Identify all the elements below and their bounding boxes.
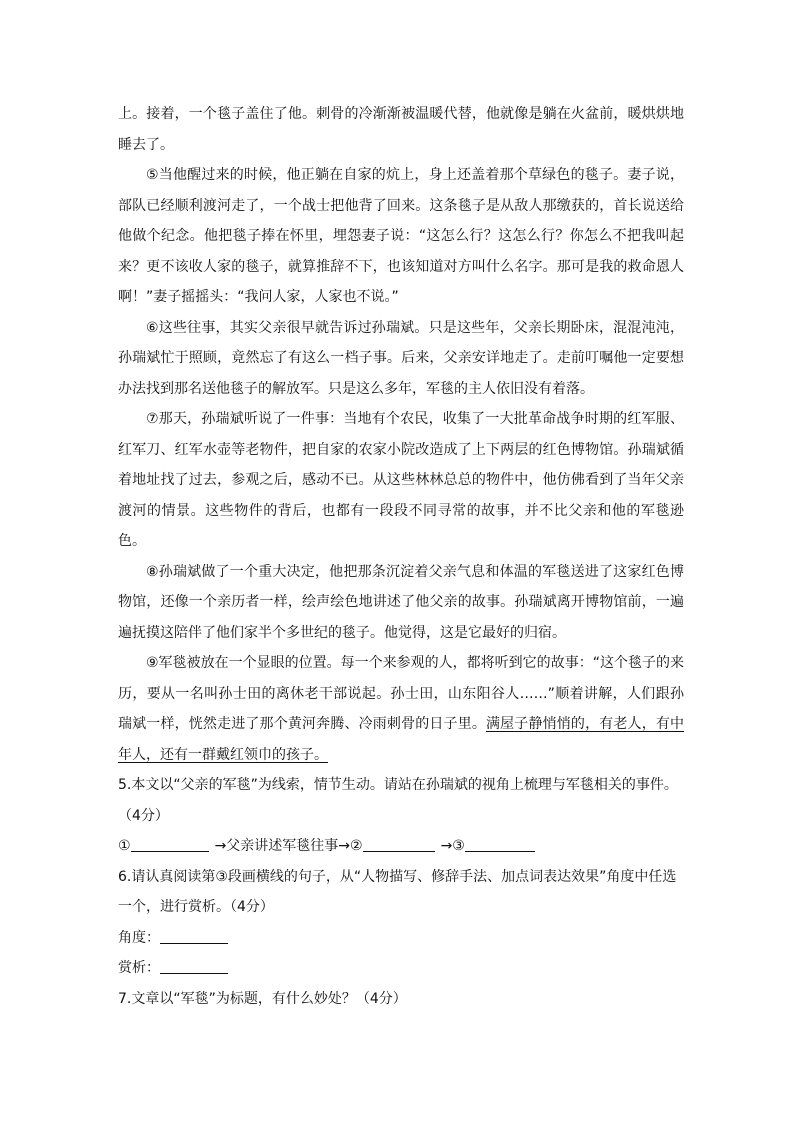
analysis-answer-line [118,953,684,984]
paragraph-7: ⑦那天，孙瑞斌听说了一件事：当地有个农民，收集了一大批革命战争时期的红军服、红军刀、红军水壶等老物件，把自家的农家小院改造成了上下两层的红色博物馆。孙瑞斌循着地址找了过去，参观之后，感动不已。从这些林林总总的物件中，他仿佛看到了当年父亲渡河的情景。这些物件的背后，也都有一段段不同寻常的故事，并不比父亲和他的军毯逊色。 [118,411,684,549]
paragraph-6: ⑥这些往事，其实父亲很早就告诉过孙瑞斌。只是这些年，父亲长期卧床，混混沌沌，孙瑞斌忙于照顾，竟然忘了有这么一档子事。后来，父亲安详地走了。走前叮嘱他一定要想办法找到那名送他毯子的解放军。只是这么多年，军毯的主人依旧没有着落。 [118,319,684,397]
question-5-fill-line [118,831,684,862]
document-page [118,99,684,1014]
question-6-line-1: 6.请认真阅读第③段画横线的句子，从“人物描写、修辞手法、加点词表达效果”角度中任选 [118,868,677,885]
event-chain-text: →父亲讲述军毯往事→② [214,838,363,854]
question-5-line-1: 5.本文以“父亲的军毯”为线索，情节生动。请站在孙瑞斌的视角上梳理与军毯相关的事件。 [118,777,678,793]
angle-answer-line [118,923,684,954]
paragraph-4-end: 上。接着，一个毯子盖住了他。刺骨的冷渐渐被温暖代替，他就像是躺在火盆前，暖烘烘地睡去了。 [118,106,684,153]
underlined-sentence: 满屋子静悄悄的，有老人，有中年人，还有一群戴红领巾的孩子。 [118,716,684,763]
paragraph-5: ⑤当他醒过来的时候，他正躺在自家的炕上，身上还盖着那个草绿色的毯子。妻子说，部队已经顺利渡河走了，一个战士把他背了回来。这条毯子是从敌人那缴获的，首长说送给他做个纪念。他把毯子捧在怀里，埋怨妻子说：“这怎么行？这怎么行？你怎么不把我叫起来？更不该收人家的毯子，就算推辞不下，也该知道对方叫什么名字。那可是我的救命恩人啊！”妻子摇摇头：“我问人家，人家也不说。” [118,167,684,305]
angle-label: 角度： [118,929,160,946]
analysis-label: 赏析： [118,960,160,976]
paragraph-9-text: ⑨军毯被放在一个显眼的位置。每一个来参观的人，都将听到它的故事：“这个毯子的来历，要从一名叫孙士田的离休老干部说起。孙士田，山东阳谷人……”顺着讲解，人们跟孙瑞斌一样，恍然走进了那个黄河奔腾、冷雨刺骨的日子里。 [118,655,684,732]
answer-blank-2[interactable] [363,835,435,852]
paragraph-8: ⑧孙瑞斌做了一个重大决定，他把那条沉淀着父亲气息和体温的军毯送进了这家红色博物馆，还像一个亲历者一样，绘声绘色地讲述了他父亲的故事。孙瑞斌离开博物馆前，一遍遍抚摸这陪伴了他们家半个多世纪的毯子。他觉得，这是它最好的归宿。 [118,563,684,641]
analysis-answer-blank[interactable] [160,957,228,974]
event-chain-arrow: →③ [440,838,465,854]
answer-blank-3[interactable] [465,835,535,852]
circled-1-label: ① [118,838,131,854]
paragraph-9 [118,648,684,770]
question-5-line-2: （4分） [118,807,169,824]
question-6-line-2: 一个，进行赏析。（4分） [118,899,274,915]
angle-answer-blank[interactable] [160,927,228,944]
answer-blank-1[interactable] [131,835,209,852]
question-7: 7.文章以“军毯”为标题，有什么妙处？（4分） [118,990,407,1007]
